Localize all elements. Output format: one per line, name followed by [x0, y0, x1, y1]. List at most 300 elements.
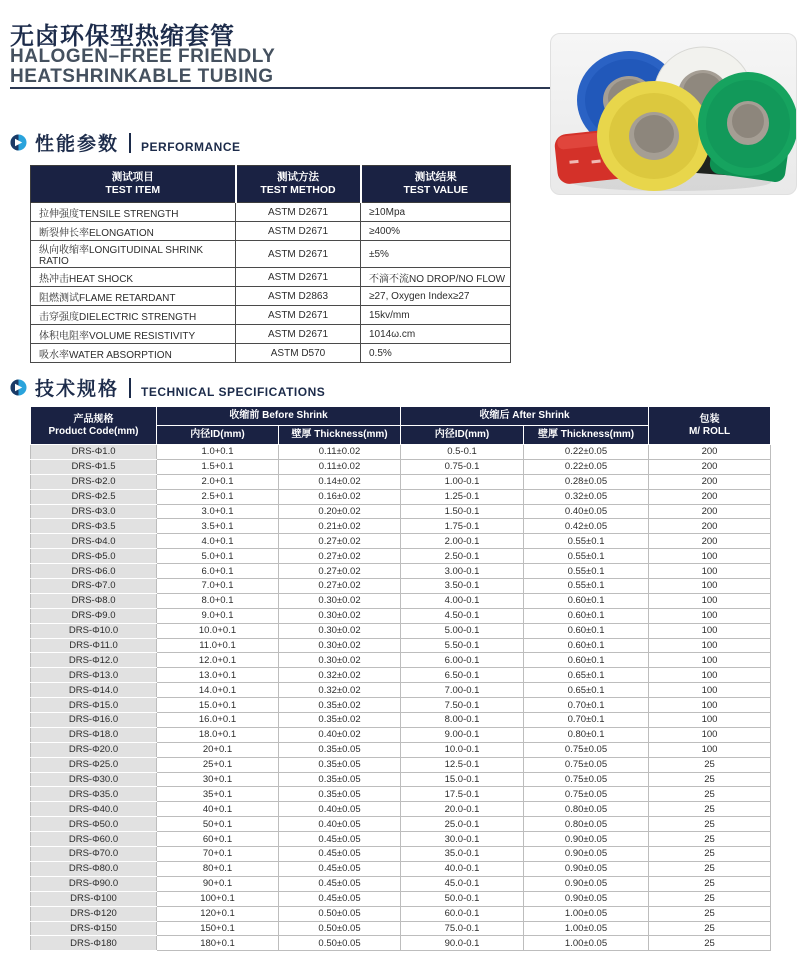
test-value-cell: ≥10Mpa — [361, 203, 511, 222]
performance-row — [31, 344, 511, 363]
after-thickness-cell: 0.70±0.1 — [524, 698, 649, 713]
after-thickness-cell: 0.42±0.05 — [524, 519, 649, 534]
after-id-cell: 17.5-0.1 — [401, 787, 524, 802]
after-thickness-cell: 0.75±0.05 — [524, 757, 649, 772]
test-method-cell: ASTM D2671 — [236, 306, 361, 325]
roll-cell: 100 — [649, 698, 771, 713]
roll-cell: 25 — [649, 906, 771, 921]
after-id-cell: 1.75-0.1 — [401, 519, 524, 534]
after-id-cell: 25.0-0.1 — [401, 817, 524, 832]
after-id-cell: 4.00-0.1 — [401, 593, 524, 608]
performance-row — [31, 268, 511, 287]
roll-cell: 100 — [649, 638, 771, 653]
before-thickness-cell: 0.50±0.05 — [279, 906, 401, 921]
before-id-cell: 3.0+0.1 — [157, 504, 279, 519]
performance-title-cn: 性能参数 — [35, 134, 120, 155]
test-item-cell: 热冲击HEAT SHOCK — [31, 268, 236, 287]
product-code-cell: DRS-Φ3.0 — [31, 504, 157, 519]
roll-cell: 25 — [649, 861, 771, 876]
after-thickness-cell: 0.28±0.05 — [524, 474, 649, 489]
after-thickness-cell: 0.75±0.05 — [524, 742, 649, 757]
after-id-cell: 3.50-0.1 — [401, 579, 524, 594]
spec-row — [31, 817, 771, 832]
after-id-cell: 4.50-0.1 — [401, 608, 524, 623]
col-product-code-en: Product Code(mm) — [48, 425, 139, 437]
roll-cell: 25 — [649, 921, 771, 936]
before-thickness-cell: 0.35±0.05 — [279, 787, 401, 802]
product-code-cell: DRS-Φ120 — [31, 906, 157, 921]
test-value-cell: 15kv/mm — [361, 306, 511, 325]
after-id-cell: 2.00-0.1 — [401, 534, 524, 549]
test-item-cell: 体积电阻率VOLUME RESISTIVITY — [31, 325, 236, 344]
after-thickness-cell: 0.40±0.05 — [524, 504, 649, 519]
after-id-cell: 3.00-0.1 — [401, 564, 524, 579]
spec-row — [31, 683, 771, 698]
product-code-cell: DRS-Φ9.0 — [31, 608, 157, 623]
after-thickness-cell: 0.55±0.1 — [524, 579, 649, 594]
test-value-cell: ±5% — [361, 241, 511, 268]
performance-row — [31, 241, 511, 268]
roll-cell: 25 — [649, 832, 771, 847]
spec-row — [31, 445, 771, 460]
product-code-cell: DRS-Φ13.0 — [31, 668, 157, 683]
before-id-cell: 90+0.1 — [157, 876, 279, 891]
before-id-cell: 11.0+0.1 — [157, 638, 279, 653]
performance-title-en: PERFORMANCE — [141, 140, 241, 154]
before-id-cell: 25+0.1 — [157, 757, 279, 772]
product-code-cell: DRS-Φ2.0 — [31, 474, 157, 489]
before-id-cell: 14.0+0.1 — [157, 683, 279, 698]
before-thickness-cell: 0.35±0.02 — [279, 713, 401, 728]
spec-row — [31, 921, 771, 936]
before-id-cell: 6.0+0.1 — [157, 564, 279, 579]
col-test-value-en: TEST VALUE — [403, 184, 469, 196]
before-thickness-cell: 0.45±0.05 — [279, 832, 401, 847]
roll-cell: 100 — [649, 727, 771, 742]
after-id-cell: 5.50-0.1 — [401, 638, 524, 653]
before-thickness-cell: 0.30±0.02 — [279, 623, 401, 638]
before-thickness-cell: 0.32±0.02 — [279, 683, 401, 698]
product-code-cell: DRS-Φ60.0 — [31, 832, 157, 847]
product-code-cell: DRS-Φ50.0 — [31, 817, 157, 832]
spec-row — [31, 608, 771, 623]
after-thickness-cell: 0.55±0.1 — [524, 564, 649, 579]
roll-cell: 100 — [649, 742, 771, 757]
before-id-cell: 1.5+0.1 — [157, 459, 279, 474]
product-code-cell: DRS-Φ11.0 — [31, 638, 157, 653]
before-id-cell: 60+0.1 — [157, 832, 279, 847]
product-code-cell: DRS-Φ6.0 — [31, 564, 157, 579]
before-thickness-cell: 0.45±0.05 — [279, 876, 401, 891]
product-code-cell: DRS-Φ40.0 — [31, 802, 157, 817]
spec-row — [31, 847, 771, 862]
spec-row — [31, 459, 771, 474]
product-code-cell: DRS-Φ70.0 — [31, 847, 157, 862]
product-code-cell: DRS-Φ14.0 — [31, 683, 157, 698]
specs-title-en: TECHNICAL SPECIFICATIONS — [141, 385, 326, 399]
roll-cell: 200 — [649, 459, 771, 474]
roll-cell: 25 — [649, 891, 771, 906]
after-thickness-cell: 0.80±0.1 — [524, 727, 649, 742]
product-code-cell: DRS-Φ30.0 — [31, 772, 157, 787]
after-id-cell: 9.00-0.1 — [401, 727, 524, 742]
product-code-cell: DRS-Φ12.0 — [31, 653, 157, 668]
page-title: 无卤环保型热缩套管 — [10, 23, 235, 50]
after-id-cell: 30.0-0.1 — [401, 832, 524, 847]
after-thickness-cell: 0.60±0.1 — [524, 653, 649, 668]
before-thickness-cell: 0.30±0.02 — [279, 653, 401, 668]
specs-title-cn: 技术规格 — [35, 379, 120, 400]
before-id-cell: 1.0+0.1 — [157, 445, 279, 460]
after-thickness-cell: 1.00±0.05 — [524, 921, 649, 936]
product-code-cell: DRS-Φ180 — [31, 936, 157, 951]
after-thickness-cell: 0.60±0.1 — [524, 608, 649, 623]
test-method-cell: ASTM D570 — [236, 344, 361, 363]
after-id-cell: 5.00-0.1 — [401, 623, 524, 638]
performance-table-body — [31, 203, 511, 363]
roll-cell: 100 — [649, 713, 771, 728]
before-id-cell: 180+0.1 — [157, 936, 279, 951]
before-thickness-cell: 0.35±0.05 — [279, 757, 401, 772]
roll-cell: 200 — [649, 534, 771, 549]
roll-cell: 100 — [649, 653, 771, 668]
col-product-code-cn: 产品规格 — [73, 413, 114, 425]
roll-cell: 25 — [649, 802, 771, 817]
before-thickness-cell: 0.45±0.05 — [279, 861, 401, 876]
spec-row — [31, 534, 771, 549]
after-id-cell: 35.0-0.1 — [401, 847, 524, 862]
spec-row — [31, 564, 771, 579]
product-code-cell: DRS-Φ35.0 — [31, 787, 157, 802]
after-thickness-cell: 0.55±0.1 — [524, 534, 649, 549]
roll-cell: 100 — [649, 623, 771, 638]
before-thickness-cell: 0.35±0.02 — [279, 698, 401, 713]
col-roll-cn: 包装 — [699, 413, 720, 425]
product-code-cell: DRS-Φ4.0 — [31, 534, 157, 549]
after-id-cell: 6.00-0.1 — [401, 653, 524, 668]
col-test-value-cn: 测试结果 — [414, 171, 457, 183]
after-id-cell: 1.25-0.1 — [401, 489, 524, 504]
col-test-method-en: TEST METHOD — [260, 184, 336, 196]
specs-section-header — [10, 374, 325, 401]
roll-cell: 200 — [649, 519, 771, 534]
col-test-value — [361, 166, 511, 203]
page-subtitle-line1: HALOGEN–FREE FRIENDLY — [10, 46, 276, 67]
before-thickness-cell: 0.30±0.02 — [279, 593, 401, 608]
after-id-cell: 90.0-0.1 — [401, 936, 524, 951]
performance-header-row — [31, 166, 511, 203]
performance-row — [31, 287, 511, 306]
product-code-cell: DRS-Φ100 — [31, 891, 157, 906]
after-thickness-cell: 0.75±0.05 — [524, 772, 649, 787]
col-test-method — [236, 166, 361, 203]
roll-cell: 100 — [649, 579, 771, 594]
specs-header-row-1 — [31, 407, 771, 426]
before-thickness-cell: 0.11±0.02 — [279, 445, 401, 460]
before-id-cell: 120+0.1 — [157, 906, 279, 921]
test-method-cell: ASTM D2671 — [236, 203, 361, 222]
before-id-cell: 9.0+0.1 — [157, 608, 279, 623]
before-id-cell: 50+0.1 — [157, 817, 279, 832]
test-value-cell: 0.5% — [361, 344, 511, 363]
after-thickness-cell: 0.75±0.05 — [524, 787, 649, 802]
after-thickness-cell: 0.70±0.1 — [524, 713, 649, 728]
before-thickness-cell: 0.21±0.02 — [279, 519, 401, 534]
product-code-cell: DRS-Φ7.0 — [31, 579, 157, 594]
roll-cell: 25 — [649, 817, 771, 832]
before-id-cell: 35+0.1 — [157, 787, 279, 802]
after-id-cell: 75.0-0.1 — [401, 921, 524, 936]
before-id-cell: 40+0.1 — [157, 802, 279, 817]
product-code-cell: DRS-Φ8.0 — [31, 593, 157, 608]
col-roll-en: M/ ROLL — [688, 425, 731, 437]
test-item-cell: 纵向收缩率LONGITUDINAL SHRINK RATIO — [31, 241, 236, 268]
after-thickness-cell: 0.90±0.05 — [524, 832, 649, 847]
after-thickness-cell: 0.60±0.1 — [524, 593, 649, 608]
test-item-cell: 断裂伸长率ELONGATION — [31, 222, 236, 241]
roll-cell: 100 — [649, 683, 771, 698]
before-thickness-cell: 0.27±0.02 — [279, 579, 401, 594]
spec-row — [31, 474, 771, 489]
spec-row — [31, 623, 771, 638]
after-thickness-cell: 0.90±0.05 — [524, 847, 649, 862]
col-test-item-cn: 测试项目 — [111, 171, 154, 183]
after-id-cell: 45.0-0.1 — [401, 876, 524, 891]
col-after-id: 内径ID(mm) — [401, 426, 524, 445]
before-id-cell: 80+0.1 — [157, 861, 279, 876]
roll-cell: 200 — [649, 489, 771, 504]
before-thickness-cell: 0.40±0.02 — [279, 727, 401, 742]
col-after-thickness: 壁厚 Thickness(mm) — [524, 426, 649, 445]
before-thickness-cell: 0.27±0.02 — [279, 564, 401, 579]
roll-cell: 25 — [649, 787, 771, 802]
product-code-cell: DRS-Φ25.0 — [31, 757, 157, 772]
col-after-shrink: 收缩后 After Shrink — [401, 407, 649, 426]
product-code-cell: DRS-Φ18.0 — [31, 727, 157, 742]
before-thickness-cell: 0.50±0.05 — [279, 936, 401, 951]
spec-row — [31, 876, 771, 891]
before-id-cell: 16.0+0.1 — [157, 713, 279, 728]
after-thickness-cell: 0.55±0.1 — [524, 549, 649, 564]
section-arrow-icon — [10, 134, 27, 151]
after-id-cell: 10.0-0.1 — [401, 742, 524, 757]
before-id-cell: 12.0+0.1 — [157, 653, 279, 668]
before-thickness-cell: 0.35±0.05 — [279, 742, 401, 757]
roll-cell: 200 — [649, 474, 771, 489]
specifications-table — [30, 406, 771, 951]
before-id-cell: 2.5+0.1 — [157, 489, 279, 504]
after-id-cell: 1.00-0.1 — [401, 474, 524, 489]
before-thickness-cell: 0.27±0.02 — [279, 549, 401, 564]
spec-row — [31, 698, 771, 713]
before-thickness-cell: 0.11±0.02 — [279, 459, 401, 474]
test-item-cell: 阻燃测试FLAME RETARDANT — [31, 287, 236, 306]
title-divider — [129, 133, 131, 153]
col-product-code — [31, 407, 157, 445]
product-code-cell: DRS-Φ3.5 — [31, 519, 157, 534]
test-method-cell: ASTM D2671 — [236, 222, 361, 241]
before-thickness-cell: 0.27±0.02 — [279, 534, 401, 549]
roll-cell: 200 — [649, 445, 771, 460]
spec-row — [31, 891, 771, 906]
test-item-cell: 吸水率WATER ABSORPTION — [31, 344, 236, 363]
spec-row — [31, 549, 771, 564]
roll-cell: 25 — [649, 936, 771, 951]
spec-row — [31, 668, 771, 683]
spec-row — [31, 832, 771, 847]
specifications-table-body — [31, 445, 771, 951]
after-thickness-cell: 0.22±0.05 — [524, 459, 649, 474]
spec-row — [31, 638, 771, 653]
roll-cell: 100 — [649, 668, 771, 683]
after-id-cell: 6.50-0.1 — [401, 668, 524, 683]
performance-row — [31, 306, 511, 325]
spec-row — [31, 757, 771, 772]
spec-row — [31, 653, 771, 668]
before-id-cell: 18.0+0.1 — [157, 727, 279, 742]
before-thickness-cell: 0.40±0.05 — [279, 802, 401, 817]
spec-row — [31, 802, 771, 817]
title-divider — [129, 378, 131, 398]
after-thickness-cell: 0.90±0.05 — [524, 891, 649, 906]
after-id-cell: 15.0-0.1 — [401, 772, 524, 787]
after-id-cell: 12.5-0.1 — [401, 757, 524, 772]
before-thickness-cell: 0.50±0.05 — [279, 921, 401, 936]
after-id-cell: 60.0-0.1 — [401, 906, 524, 921]
before-thickness-cell: 0.45±0.05 — [279, 847, 401, 862]
before-thickness-cell: 0.32±0.02 — [279, 668, 401, 683]
test-method-cell: ASTM D2671 — [236, 325, 361, 344]
product-code-cell: DRS-Φ1.0 — [31, 445, 157, 460]
roll-cell: 100 — [649, 593, 771, 608]
before-thickness-cell: 0.40±0.05 — [279, 817, 401, 832]
roll-cell: 100 — [649, 564, 771, 579]
product-code-cell: DRS-Φ150 — [31, 921, 157, 936]
product-code-cell: DRS-Φ20.0 — [31, 742, 157, 757]
col-before-id: 内径ID(mm) — [157, 426, 279, 445]
spec-row — [31, 519, 771, 534]
test-item-cell: 拉伸强度TENSILE STRENGTH — [31, 203, 236, 222]
after-thickness-cell: 0.80±0.05 — [524, 817, 649, 832]
spec-row — [31, 727, 771, 742]
test-item-cell: 击穿强度DIELECTRIC STRENGTH — [31, 306, 236, 325]
performance-row — [31, 203, 511, 222]
performance-row — [31, 325, 511, 344]
product-photo — [550, 33, 797, 195]
before-thickness-cell: 0.20±0.02 — [279, 504, 401, 519]
after-thickness-cell: 0.22±0.05 — [524, 445, 649, 460]
before-thickness-cell: 0.16±0.02 — [279, 489, 401, 504]
before-id-cell: 15.0+0.1 — [157, 698, 279, 713]
before-id-cell: 150+0.1 — [157, 921, 279, 936]
roll-cell: 25 — [649, 757, 771, 772]
tubing-rolls-image — [551, 34, 796, 194]
roll-cell: 100 — [649, 549, 771, 564]
spec-row — [31, 579, 771, 594]
product-code-cell: DRS-Φ15.0 — [31, 698, 157, 713]
performance-row — [31, 222, 511, 241]
test-value-cell: ≥400% — [361, 222, 511, 241]
test-method-cell: ASTM D2671 — [236, 241, 361, 268]
roll-cell: 25 — [649, 876, 771, 891]
after-thickness-cell: 0.90±0.05 — [524, 861, 649, 876]
before-id-cell: 10.0+0.1 — [157, 623, 279, 638]
before-thickness-cell: 0.30±0.02 — [279, 638, 401, 653]
before-id-cell: 70+0.1 — [157, 847, 279, 862]
after-id-cell: 20.0-0.1 — [401, 802, 524, 817]
spec-row — [31, 713, 771, 728]
before-id-cell: 7.0+0.1 — [157, 579, 279, 594]
performance-section-header — [10, 129, 241, 156]
after-id-cell: 0.5-0.1 — [401, 445, 524, 460]
before-id-cell: 20+0.1 — [157, 742, 279, 757]
col-before-thickness: 壁厚 Thickness(mm) — [279, 426, 401, 445]
product-code-cell: DRS-Φ16.0 — [31, 713, 157, 728]
product-code-cell: DRS-Φ90.0 — [31, 876, 157, 891]
after-thickness-cell: 0.60±0.1 — [524, 638, 649, 653]
after-id-cell: 1.50-0.1 — [401, 504, 524, 519]
after-thickness-cell: 0.65±0.1 — [524, 668, 649, 683]
after-thickness-cell: 0.60±0.1 — [524, 623, 649, 638]
after-id-cell: 40.0-0.1 — [401, 861, 524, 876]
product-code-cell: DRS-Φ2.5 — [31, 489, 157, 504]
spec-row — [31, 772, 771, 787]
test-method-cell: ASTM D2671 — [236, 268, 361, 287]
spec-row — [31, 861, 771, 876]
after-thickness-cell: 1.00±0.05 — [524, 936, 649, 951]
page-subtitle-line2: HEATSHRINKABLE TUBING — [10, 66, 274, 87]
spec-row — [31, 504, 771, 519]
before-thickness-cell: 0.30±0.02 — [279, 608, 401, 623]
before-thickness-cell: 0.35±0.05 — [279, 772, 401, 787]
test-value-cell: ≥27, Oxygen Index≥27 — [361, 287, 511, 306]
col-before-shrink: 收缩前 Before Shrink — [157, 407, 401, 426]
roll-cell: 200 — [649, 504, 771, 519]
before-id-cell: 5.0+0.1 — [157, 549, 279, 564]
before-id-cell: 30+0.1 — [157, 772, 279, 787]
after-id-cell: 7.50-0.1 — [401, 698, 524, 713]
roll-cell: 25 — [649, 772, 771, 787]
before-id-cell: 100+0.1 — [157, 891, 279, 906]
after-id-cell: 7.00-0.1 — [401, 683, 524, 698]
spec-row — [31, 906, 771, 921]
before-thickness-cell: 0.14±0.02 — [279, 474, 401, 489]
after-thickness-cell: 0.65±0.1 — [524, 683, 649, 698]
col-test-item-en: TEST ITEM — [105, 184, 161, 196]
roll-cell: 25 — [649, 847, 771, 862]
product-code-cell: DRS-Φ10.0 — [31, 623, 157, 638]
spec-row — [31, 787, 771, 802]
performance-table — [30, 165, 511, 363]
spec-row — [31, 489, 771, 504]
after-id-cell: 50.0-0.1 — [401, 891, 524, 906]
after-id-cell: 8.00-0.1 — [401, 713, 524, 728]
before-id-cell: 3.5+0.1 — [157, 519, 279, 534]
after-thickness-cell: 0.32±0.05 — [524, 489, 649, 504]
after-thickness-cell: 0.80±0.05 — [524, 802, 649, 817]
after-id-cell: 2.50-0.1 — [401, 549, 524, 564]
col-test-method-cn: 测试方法 — [277, 171, 319, 183]
col-roll — [649, 407, 771, 445]
test-value-cell: 不滴不流NO DROP/NO FLOW — [361, 268, 511, 287]
spec-row — [31, 593, 771, 608]
test-method-cell: ASTM D2863 — [236, 287, 361, 306]
product-code-cell: DRS-Φ80.0 — [31, 861, 157, 876]
product-code-cell: DRS-Φ5.0 — [31, 549, 157, 564]
before-id-cell: 8.0+0.1 — [157, 593, 279, 608]
spec-row — [31, 742, 771, 757]
section-arrow-icon — [10, 379, 27, 396]
